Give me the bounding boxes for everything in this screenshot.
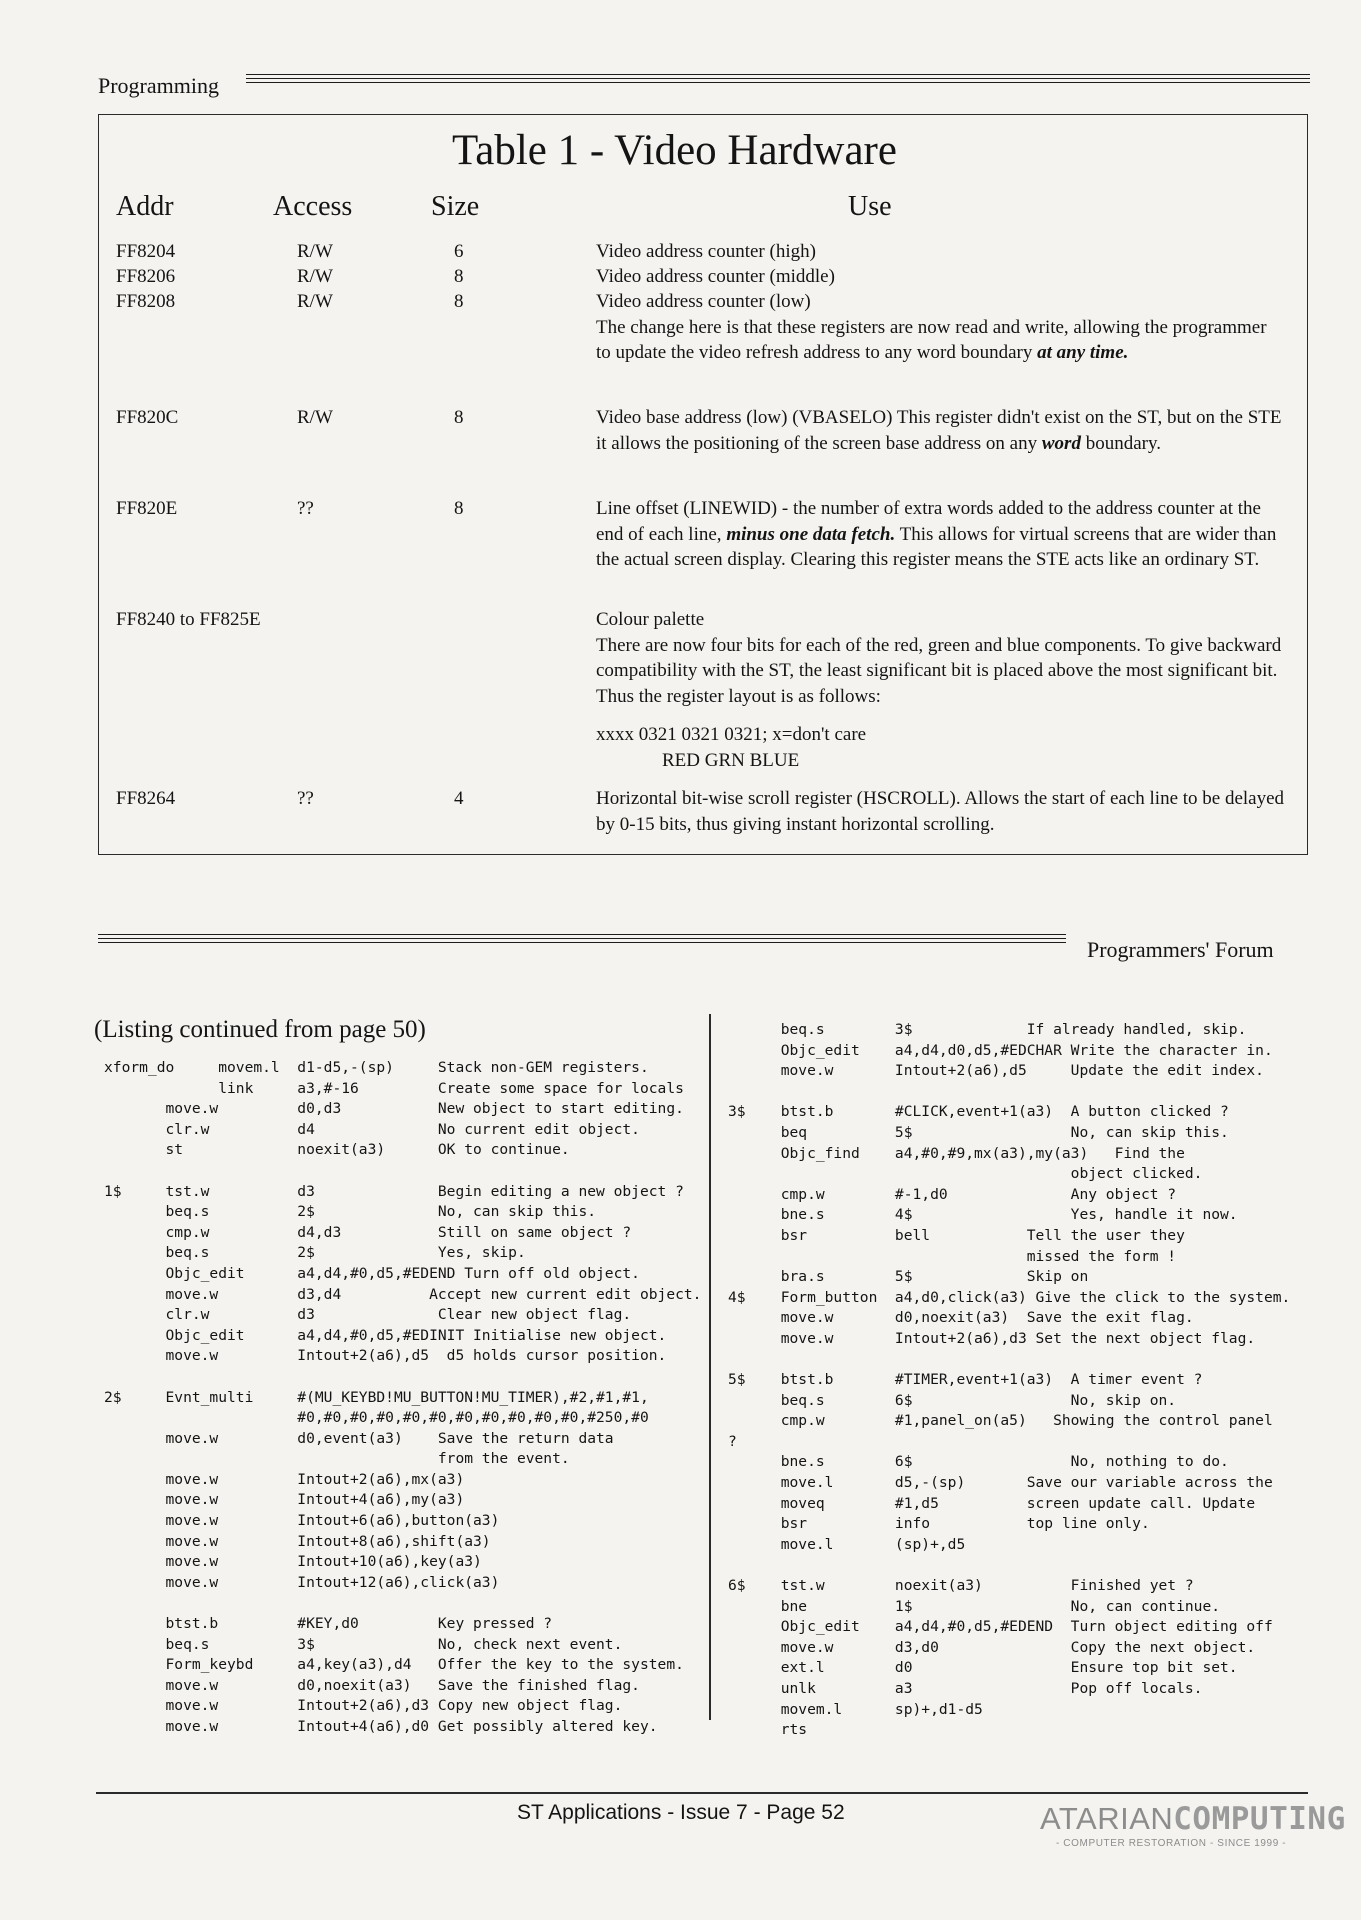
code-line: 2$ Evnt_multi #(MU_KEYBD!MU_BUTTON!MU_TIMER),#2,#1,#1,	[104, 1388, 649, 1406]
use-emphasis: minus one data fetch.	[726, 523, 896, 545]
use-text: Line offset (LINEWID) - the number of extra words added to the address counter at the end of each line,	[596, 498, 1261, 545]
code-line: cmp.w #1,panel_on(a5) Showing the control panel	[728, 1412, 1273, 1430]
row-addr: FF8206	[116, 266, 176, 287]
register-layout-line: xxxx 0321 0321 0321; x=don't care	[596, 724, 867, 745]
listing-title: (Listing continued from page 50)	[94, 1016, 426, 1043]
code-line: ?	[728, 1432, 737, 1450]
code-line: beq.s 3$ No, check next event.	[104, 1635, 623, 1653]
footer-title: ST Applications - Issue 7 - Page 52	[517, 1801, 845, 1824]
code-line: Objc_edit a4,d4,d0,d5,#EDCHAR Write the character in.	[728, 1041, 1273, 1059]
row-access: R/W	[297, 266, 333, 287]
row-addr: FF8208	[116, 291, 176, 312]
code-line: 3$ btst.b #CLICK,event+1(a3) A button clicked ?	[728, 1103, 1229, 1121]
row-use	[596, 405, 1286, 456]
code-line: beq.s 2$ Yes, skip.	[104, 1244, 526, 1262]
code-line: move.l (sp)+,d5	[728, 1535, 966, 1553]
code-line	[104, 1593, 701, 1614]
code-line: move.w Intout+2(a6),d5 d5 holds cursor position.	[104, 1347, 667, 1365]
code-listing-right	[728, 1020, 1290, 1741]
code-line: move.w Intout+2(a6),d3 Set the next object flag.	[728, 1329, 1256, 1347]
use-text: Video address counter (low)	[596, 291, 811, 312]
code-line: move.w d3,d0 Copy the next object.	[728, 1638, 1256, 1656]
code-line: from the event.	[104, 1450, 570, 1468]
code-line: move.w Intout+2(a6),d3 Copy new object flag.	[104, 1697, 623, 1715]
code-line: move.w Intout+2(a6),d5 Update the edit index.	[728, 1062, 1264, 1080]
code-line: move.w d0,event(a3) Save the return data	[104, 1429, 614, 1447]
code-line: link a3,#-16 Create some space for locals	[104, 1079, 684, 1097]
code-line: move.w Intout+4(a6),d0 Get possibly altered key.	[104, 1718, 658, 1735]
code-line: move.w Intout+8(a6),shift(a3)	[104, 1532, 491, 1550]
row-size: 8	[454, 407, 464, 428]
logo-subtitle: - COMPUTER RESTORATION - SINCE 1999 -	[1056, 1838, 1287, 1849]
row-size: 4	[454, 788, 464, 809]
section-label: Programming	[98, 73, 219, 98]
row-size: 8	[454, 498, 464, 519]
row-addr: FF820E	[116, 498, 178, 519]
code-line: beq.s 2$ No, can skip this.	[104, 1203, 597, 1221]
row-size: 8	[454, 291, 464, 312]
code-listing-left	[104, 1058, 701, 1738]
code-line: Objc_find a4,#0,#9,mx(a3),my(a3) Find the	[728, 1144, 1185, 1162]
row-access: ??	[297, 498, 314, 519]
row-addr: FF8204	[116, 241, 176, 262]
code-line: cmp.w d4,d3 Still on same object ?	[104, 1223, 632, 1241]
table-title: Table 1 - Video Hardware	[452, 127, 897, 174]
code-line: rts	[728, 1721, 808, 1739]
code-line: 4$ Form_button a4,d0,click(a3) Give the click to the system.	[728, 1288, 1291, 1306]
code-line: bra.s 5$ Skip on	[728, 1268, 1089, 1286]
code-line: btst.b #KEY,d0 Key pressed ?	[104, 1615, 553, 1633]
code-line: bne.s 4$ Yes, handle it now.	[728, 1206, 1238, 1224]
row-access: R/W	[297, 407, 333, 428]
code-line: beq.s 3$ If already handled, skip.	[728, 1021, 1247, 1038]
header-rule	[246, 74, 1310, 88]
use-note: There are now four bits for each of the red, green and blue components. To give backward compatibility with the ST, the least significant bit is placed above the most significant bit. Thus the register layout is as follows:	[596, 634, 1282, 707]
row-use: Video address counter (middle)	[596, 266, 835, 287]
atarian-computing-logo	[1040, 1802, 1346, 1836]
code-line: move.w d3,d4 Accept new current edit object.	[104, 1285, 702, 1303]
code-line: ext.l d0 Ensure top bit set.	[728, 1659, 1238, 1677]
forum-rule	[98, 934, 1066, 948]
code-line: move.w Intout+12(a6),click(a3)	[104, 1573, 500, 1591]
code-line: bsr info top line only.	[728, 1515, 1150, 1533]
code-line: Objc_edit a4,d4,#0,d5,#EDEND Turn off old object.	[104, 1264, 640, 1282]
row-addr: FF8264	[116, 788, 176, 809]
code-line: cmp.w #-1,d0 Any object ?	[728, 1185, 1177, 1203]
code-line: Objc_edit a4,d4,#0,d5,#EDEND Turn object editing off	[728, 1618, 1273, 1636]
code-line: Form_keybd a4,key(a3),d4 Offer the key to the system.	[104, 1656, 684, 1674]
code-line: 5$ btst.b #TIMER,event+1(a3) A timer event ?	[728, 1371, 1203, 1389]
code-line	[728, 1555, 1290, 1576]
row-use	[596, 496, 1286, 573]
code-line: move.w d0,noexit(a3) Save the finished flag.	[104, 1676, 640, 1694]
use-emphasis: word	[1041, 432, 1081, 454]
code-line: bne 1$ No, can continue.	[728, 1597, 1221, 1615]
register-layout-labels: RED GRN BLUE	[662, 749, 800, 771]
footer-rule	[96, 1792, 1308, 1794]
row-use	[596, 289, 1286, 366]
logo-text-a: ATARIAN	[1040, 1801, 1174, 1836]
code-line: move.w d0,noexit(a3) Save the exit flag.	[728, 1309, 1194, 1327]
code-line: move.w d0,d3 New object to start editing.	[104, 1100, 684, 1118]
row-use	[596, 607, 1286, 773]
code-line: unlk a3 Pop off locals.	[728, 1680, 1203, 1697]
code-line: move.l d5,-(sp) Save our variable across the	[728, 1474, 1273, 1492]
code-line	[728, 1350, 1290, 1371]
use-note-emphasis: at any time.	[1037, 342, 1129, 363]
forum-label: Programmers' Forum	[1087, 937, 1274, 962]
col-header-access: Access	[273, 191, 353, 222]
code-line: bsr bell Tell the user they	[728, 1226, 1185, 1244]
column-divider	[709, 1014, 711, 1720]
code-line	[104, 1367, 701, 1388]
row-access: R/W	[297, 241, 333, 262]
col-header-size: Size	[431, 191, 480, 222]
code-line: #0,#0,#0,#0,#0,#0,#0,#0,#0,#0,#0,#250,#0	[104, 1409, 649, 1427]
code-line: clr.w d3 Clear new object flag.	[104, 1306, 632, 1324]
code-line: bne.s 6$ No, nothing to do.	[728, 1453, 1229, 1471]
code-line: move.w Intout+4(a6),my(a3)	[104, 1491, 465, 1509]
row-size: 8	[454, 266, 464, 287]
use-note	[596, 315, 1286, 366]
col-header-use: Use	[848, 191, 892, 222]
use-text: Colour palette	[596, 609, 705, 630]
use-text: Horizontal bit-wise scroll register (HSCROLL). Allows the start of each line to be delayed by 0-15 bits, thus giving instant horizontal scrolling.	[596, 788, 1285, 835]
use-note-text: The change here is that these registers are now read and write, allowing the programmer to update the video refresh address to any word boundary	[596, 316, 1267, 363]
logo-text-b: COMPUTING	[1173, 1801, 1346, 1837]
use-text: Video base address (low) (VBASELO) This register didn't exist on the ST, but on the STE it allows the positioning of the screen base address on any	[596, 407, 1282, 454]
code-line	[728, 1082, 1290, 1103]
code-line: xform_do movem.l d1-d5,-(sp) Stack non-GEM registers.	[104, 1059, 649, 1076]
code-line: clr.w d4 No current edit object.	[104, 1120, 640, 1138]
col-header-addr: Addr	[116, 191, 174, 222]
row-size: 6	[454, 241, 464, 262]
code-line: 1$ tst.w d3 Begin editing a new object ?	[104, 1182, 684, 1200]
code-line: move.w Intout+10(a6),key(a3)	[104, 1553, 482, 1571]
code-line	[104, 1161, 701, 1182]
row-access: R/W	[297, 291, 333, 312]
code-line: beq.s 6$ No, skip on.	[728, 1391, 1177, 1409]
row-addr: FF820C	[116, 407, 179, 428]
use-text-end: boundary.	[1085, 432, 1161, 454]
row-addr: FF8240 to FF825E	[116, 609, 261, 630]
code-line: move.w Intout+6(a6),button(a3)	[104, 1512, 500, 1530]
code-line: st noexit(a3) OK to continue.	[104, 1141, 570, 1159]
row-use: Video address counter (high)	[596, 241, 816, 262]
code-line: Objc_edit a4,d4,#0,d5,#EDINIT Initialise new object.	[104, 1326, 667, 1344]
code-line: 6$ tst.w noexit(a3) Finished yet ?	[728, 1577, 1194, 1595]
code-line: missed the form !	[728, 1247, 1177, 1265]
code-line: movem.l sp)+,d1-d5	[728, 1700, 983, 1718]
row-access: ??	[297, 788, 314, 809]
code-line: moveq #1,d5 screen update call. Update	[728, 1494, 1256, 1512]
video-hardware-table	[98, 114, 1308, 855]
code-line: beq 5$ No, can skip this.	[728, 1123, 1229, 1141]
code-line: object clicked.	[728, 1165, 1203, 1183]
code-line: move.w Intout+2(a6),mx(a3)	[104, 1470, 465, 1488]
use-text-end: This allows for virtual screens that are wider than the actual screen display. Clearing this register means the STE acts like an ordinary ST.	[596, 523, 1277, 570]
row-use	[596, 786, 1286, 837]
